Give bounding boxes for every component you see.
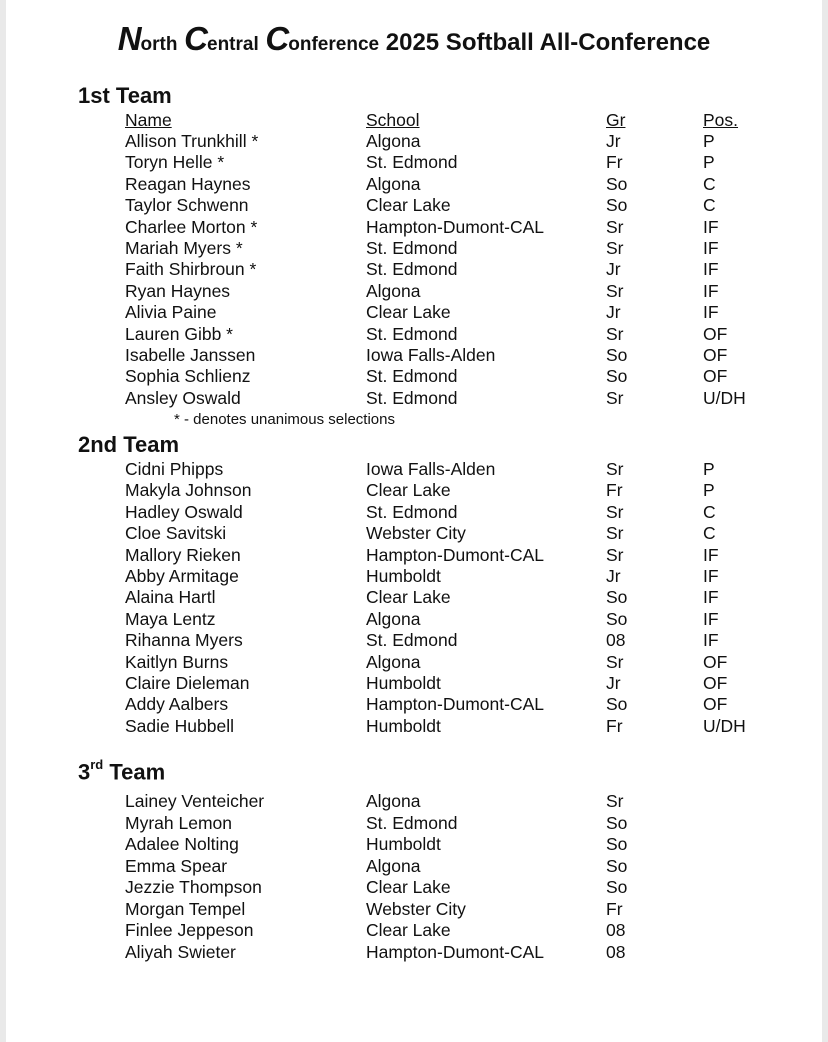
player-name: Taylor Schwenn xyxy=(125,195,249,216)
player-grade: So xyxy=(606,877,628,898)
player-grade: So xyxy=(606,195,628,216)
player-grade: So xyxy=(606,855,628,876)
player-name: Kaitlyn Burns xyxy=(125,651,229,672)
player-grade: So xyxy=(606,834,628,855)
player-name: Maya Lentz xyxy=(125,608,216,629)
player-pos: P xyxy=(703,459,715,479)
unanimous-note: * - denotes unanimous selections xyxy=(174,411,395,428)
player-school: St. Edmond xyxy=(366,387,458,408)
player-pos: U/DH xyxy=(703,715,746,736)
player-school: Humboldt xyxy=(366,715,441,736)
player-school: Algona xyxy=(366,131,421,151)
player-school: Webster City xyxy=(366,898,466,919)
player-pos: C xyxy=(703,501,716,522)
player-school: St. Edmond xyxy=(366,238,458,258)
player-pos: C xyxy=(703,195,716,216)
player-grade: Jr xyxy=(606,673,621,693)
player-school: Algona xyxy=(366,608,421,629)
player-pos: IF xyxy=(703,302,719,323)
player-school: Hampton-Dumont-CAL xyxy=(366,941,544,962)
player-school: Iowa Falls-Alden xyxy=(366,459,496,479)
player-grade: Sr xyxy=(606,651,624,672)
player-grade: So xyxy=(606,173,628,194)
player-school: Algona xyxy=(366,855,421,876)
third-team-heading xyxy=(78,759,165,785)
player-grade: So xyxy=(606,345,628,365)
player-grade: Sr xyxy=(606,501,624,522)
player-name: Isabelle Janssen xyxy=(125,345,256,365)
player-grade: Sr xyxy=(606,523,624,544)
player-name: Sadie Hubbell xyxy=(125,715,234,736)
player-grade: So xyxy=(606,608,628,629)
player-school: Algona xyxy=(366,280,421,301)
player-pos: P xyxy=(703,480,715,501)
player-school: Hampton-Dumont-CAL xyxy=(366,544,544,565)
player-pos: IF xyxy=(703,566,719,586)
player-grade: Sr xyxy=(606,216,624,237)
page-title xyxy=(0,20,828,58)
title-word-conference: onference xyxy=(288,34,380,55)
player-school: Clear Lake xyxy=(366,587,451,608)
player-pos: IF xyxy=(703,259,719,280)
player-grade: Sr xyxy=(606,238,624,258)
player-name: Mariah Myers * xyxy=(125,238,243,258)
player-school: Algona xyxy=(366,173,421,194)
player-pos: IF xyxy=(703,238,719,258)
player-name: Hadley Oswald xyxy=(125,501,243,522)
player-name: Cloe Savitski xyxy=(125,523,227,544)
player-pos: IF xyxy=(703,587,719,608)
player-school: Algona xyxy=(366,651,421,672)
player-grade: Fr xyxy=(606,715,623,736)
header-grade: Gr xyxy=(606,110,626,130)
player-name: Rihanna Myers xyxy=(125,630,243,651)
player-school: Humboldt xyxy=(366,834,441,855)
player-grade: Sr xyxy=(606,323,624,344)
player-school: St. Edmond xyxy=(366,152,458,173)
player-grade: So xyxy=(606,694,628,715)
title-initial-c1: C xyxy=(184,20,207,57)
player-pos: OF xyxy=(703,323,728,344)
player-school: Hampton-Dumont-CAL xyxy=(366,216,544,237)
header-pos: Pos. xyxy=(703,110,739,130)
player-pos: P xyxy=(703,152,715,173)
second-team-heading: 2nd Team xyxy=(78,432,180,457)
player-name: Claire Dieleman xyxy=(125,673,250,693)
player-pos: IF xyxy=(703,630,719,651)
player-pos: U/DH xyxy=(703,387,746,408)
player-grade: Fr xyxy=(606,152,623,173)
player-name: Morgan Tempel xyxy=(125,898,246,919)
title-initial-n: N xyxy=(117,20,141,57)
third-team-heading-word: Team xyxy=(103,759,166,785)
title-rest: 2025 Softball All-Conference xyxy=(379,29,711,56)
player-grade: 08 xyxy=(606,920,626,941)
player-name: Finlee Jeppeson xyxy=(125,920,254,941)
player-grade: Sr xyxy=(606,459,624,479)
player-name: Ansley Oswald xyxy=(125,387,241,408)
player-grade: Jr xyxy=(606,302,621,323)
title-word-central: entral xyxy=(207,34,259,55)
player-name: Emma Spear xyxy=(125,855,228,876)
title-word-north: orth xyxy=(140,34,178,55)
player-school: St. Edmond xyxy=(366,812,458,833)
player-school: Hampton-Dumont-CAL xyxy=(366,694,544,715)
player-pos: C xyxy=(703,523,716,544)
third-team-heading-sup: rd xyxy=(90,757,104,772)
player-grade: So xyxy=(606,812,628,833)
player-pos: IF xyxy=(703,608,719,629)
player-school: St. Edmond xyxy=(366,323,458,344)
player-name: Aliyah Swieter xyxy=(125,941,236,962)
player-grade: So xyxy=(606,366,628,387)
player-name: Sophia Schlienz xyxy=(125,366,251,387)
player-school: Clear Lake xyxy=(366,302,451,323)
player-grade: Sr xyxy=(606,387,624,408)
player-name: Reagan Haynes xyxy=(125,173,251,194)
player-school: St. Edmond xyxy=(366,259,458,280)
player-school: Algona xyxy=(366,791,421,811)
player-name: Allison Trunkhill * xyxy=(125,131,259,151)
player-grade: Jr xyxy=(606,259,621,280)
player-school: Clear Lake xyxy=(366,920,451,941)
player-name: Lainey Venteicher xyxy=(125,791,265,811)
player-grade: Fr xyxy=(606,898,623,919)
player-name: Alivia Paine xyxy=(125,302,217,323)
player-school: St. Edmond xyxy=(366,501,458,522)
player-name: Ryan Haynes xyxy=(125,280,231,301)
player-name: Mallory Rieken xyxy=(125,544,241,565)
player-name: Abby Armitage xyxy=(125,566,239,586)
player-grade: Jr xyxy=(606,566,621,586)
player-school: Iowa Falls-Alden xyxy=(366,345,496,365)
player-school: Clear Lake xyxy=(366,195,451,216)
player-school: Clear Lake xyxy=(366,877,451,898)
player-school: Webster City xyxy=(366,523,466,544)
player-grade: 08 xyxy=(606,941,626,962)
player-pos: OF xyxy=(703,673,728,693)
player-grade: Fr xyxy=(606,480,623,501)
player-name: Faith Shirbroun * xyxy=(125,259,257,280)
player-name: Makyla Johnson xyxy=(125,480,252,501)
player-grade: Sr xyxy=(606,791,624,811)
player-pos: OF xyxy=(703,694,728,715)
player-name: Charlee Morton * xyxy=(125,216,258,237)
title-initial-c2: C xyxy=(265,20,289,57)
third-team-heading-num: 3 xyxy=(78,759,91,785)
header-school: School xyxy=(366,110,420,130)
player-pos: IF xyxy=(703,280,719,301)
player-pos: P xyxy=(703,131,715,151)
player-pos: OF xyxy=(703,345,728,365)
player-grade: Sr xyxy=(606,544,624,565)
player-school: Clear Lake xyxy=(366,480,451,501)
player-school: Humboldt xyxy=(366,566,441,586)
player-pos: C xyxy=(703,173,716,194)
player-grade: 08 xyxy=(606,630,626,651)
first-team-heading: 1st Team xyxy=(78,83,172,108)
player-grade: So xyxy=(606,587,628,608)
player-grade: Sr xyxy=(606,280,624,301)
player-grade: Jr xyxy=(606,131,621,151)
player-name: Cidni Phipps xyxy=(125,459,224,479)
player-school: Humboldt xyxy=(366,673,441,693)
header-name: Name xyxy=(125,110,172,130)
player-name: Lauren Gibb * xyxy=(125,323,233,344)
player-school: St. Edmond xyxy=(366,630,458,651)
player-school: St. Edmond xyxy=(366,366,458,387)
player-name: Alaina Hartl xyxy=(125,587,216,608)
player-pos: OF xyxy=(703,366,728,387)
player-pos: IF xyxy=(703,216,719,237)
player-name: Toryn Helle * xyxy=(125,152,225,173)
player-pos: IF xyxy=(703,544,719,565)
player-name: Jezzie Thompson xyxy=(125,877,262,898)
player-pos: OF xyxy=(703,651,728,672)
player-name: Adalee Nolting xyxy=(125,834,239,855)
player-name: Addy Aalbers xyxy=(125,694,229,715)
player-name: Myrah Lemon xyxy=(125,812,232,833)
